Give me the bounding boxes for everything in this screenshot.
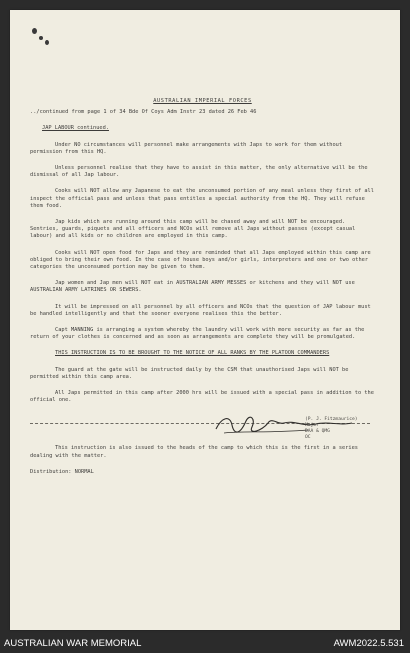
distribution-line: Distribution: NORMAL	[30, 468, 94, 475]
punch-hole	[32, 28, 37, 34]
notice-paragraph: THIS INSTRUCTION IS TO BE BROUGHT TO THE NOTICE OF ALL RANKS BY THE PLATOON COMMANDERS	[55, 350, 330, 357]
footer-bar	[0, 634, 410, 653]
paragraph: Under NO circumstances will personnel make arrangements with Japs to work for them without permission from this HQ.	[30, 141, 343, 155]
accession-id: AWM2022.5.531	[333, 638, 404, 649]
paragraph: Jap women and Jap men will NOT eat in AUSTRALIAN ARMY MESSES or kitchens and they will NOT use AUSTRALIAN ARMY LATRINES OR SEWERS.	[30, 280, 355, 294]
document-title: AUSTRALIAN IMPERIAL FORCES	[153, 98, 252, 104]
signature-caption: (P. J. Fitzmaurice) Major DAA & QMG OC	[305, 417, 358, 441]
paragraph: It will be impressed on all personnel by all officers and NCOs that the question of JAP labour must be handled intelligently and that the sooner everyone realises this the better.	[30, 303, 371, 317]
punch-hole	[45, 40, 49, 45]
document-body	[30, 98, 375, 485]
paragraph: All Japs permitted in this camp after 2000 hrs will be issued with a special pass in addition to the official one.	[30, 390, 374, 404]
paragraph: The guard at the gate will be instructed daily by the CSM that unauthorised Japs will NOT be permitted within this camp area.	[30, 366, 349, 380]
paragraph: Unless personnel realise that they have to assist in this matter, the only alternative will be the dismissal of all Jap labour.	[30, 165, 368, 179]
punch-hole	[39, 36, 43, 40]
paragraph: Cooks will NOT allow any Japanese to eat the unconsumed portion of any meal unless they first of all inspect the official pass and unless that pass entitles a special authority from the HQ. They will refuse them food.	[30, 188, 374, 209]
signature-block	[30, 411, 375, 445]
paragraph: Capt MANNING is arranging a system whereby the laundry will work with more security as far as the return of your clothes is concerned and as soon as arrangements are complete they will be promulgated.	[30, 327, 365, 341]
document-reference: ../continued from page 1 of 34 Bde Of Coys Adm Instr 23 dated 26 Feb 46	[30, 109, 257, 116]
closing-paragraph: This instruction is also issued to the heads of the camp to which this is the first in a series dealing with the matter.	[30, 445, 358, 459]
paragraph: Jap kids which are running around this camp will be chased away and will NOT be encouraged. Sentries, guards, piquets and all officers and NCOs will remove all Japs without passes (except casual labour) and all kids or no children are employed in this camp.	[30, 219, 356, 240]
institution-name: AUSTRALIAN WAR MEMORIAL	[4, 638, 142, 649]
section-heading: JAP LABOUR continued.	[42, 125, 109, 132]
paragraph: Cooks will NOT open food for Japs and they are reminded that all Japs employed within this camp are obliged to bring their own food. In the case of house boys and/or girls, interpreters and one or two other categories the unconsumed portion may be given to them.	[30, 249, 371, 271]
